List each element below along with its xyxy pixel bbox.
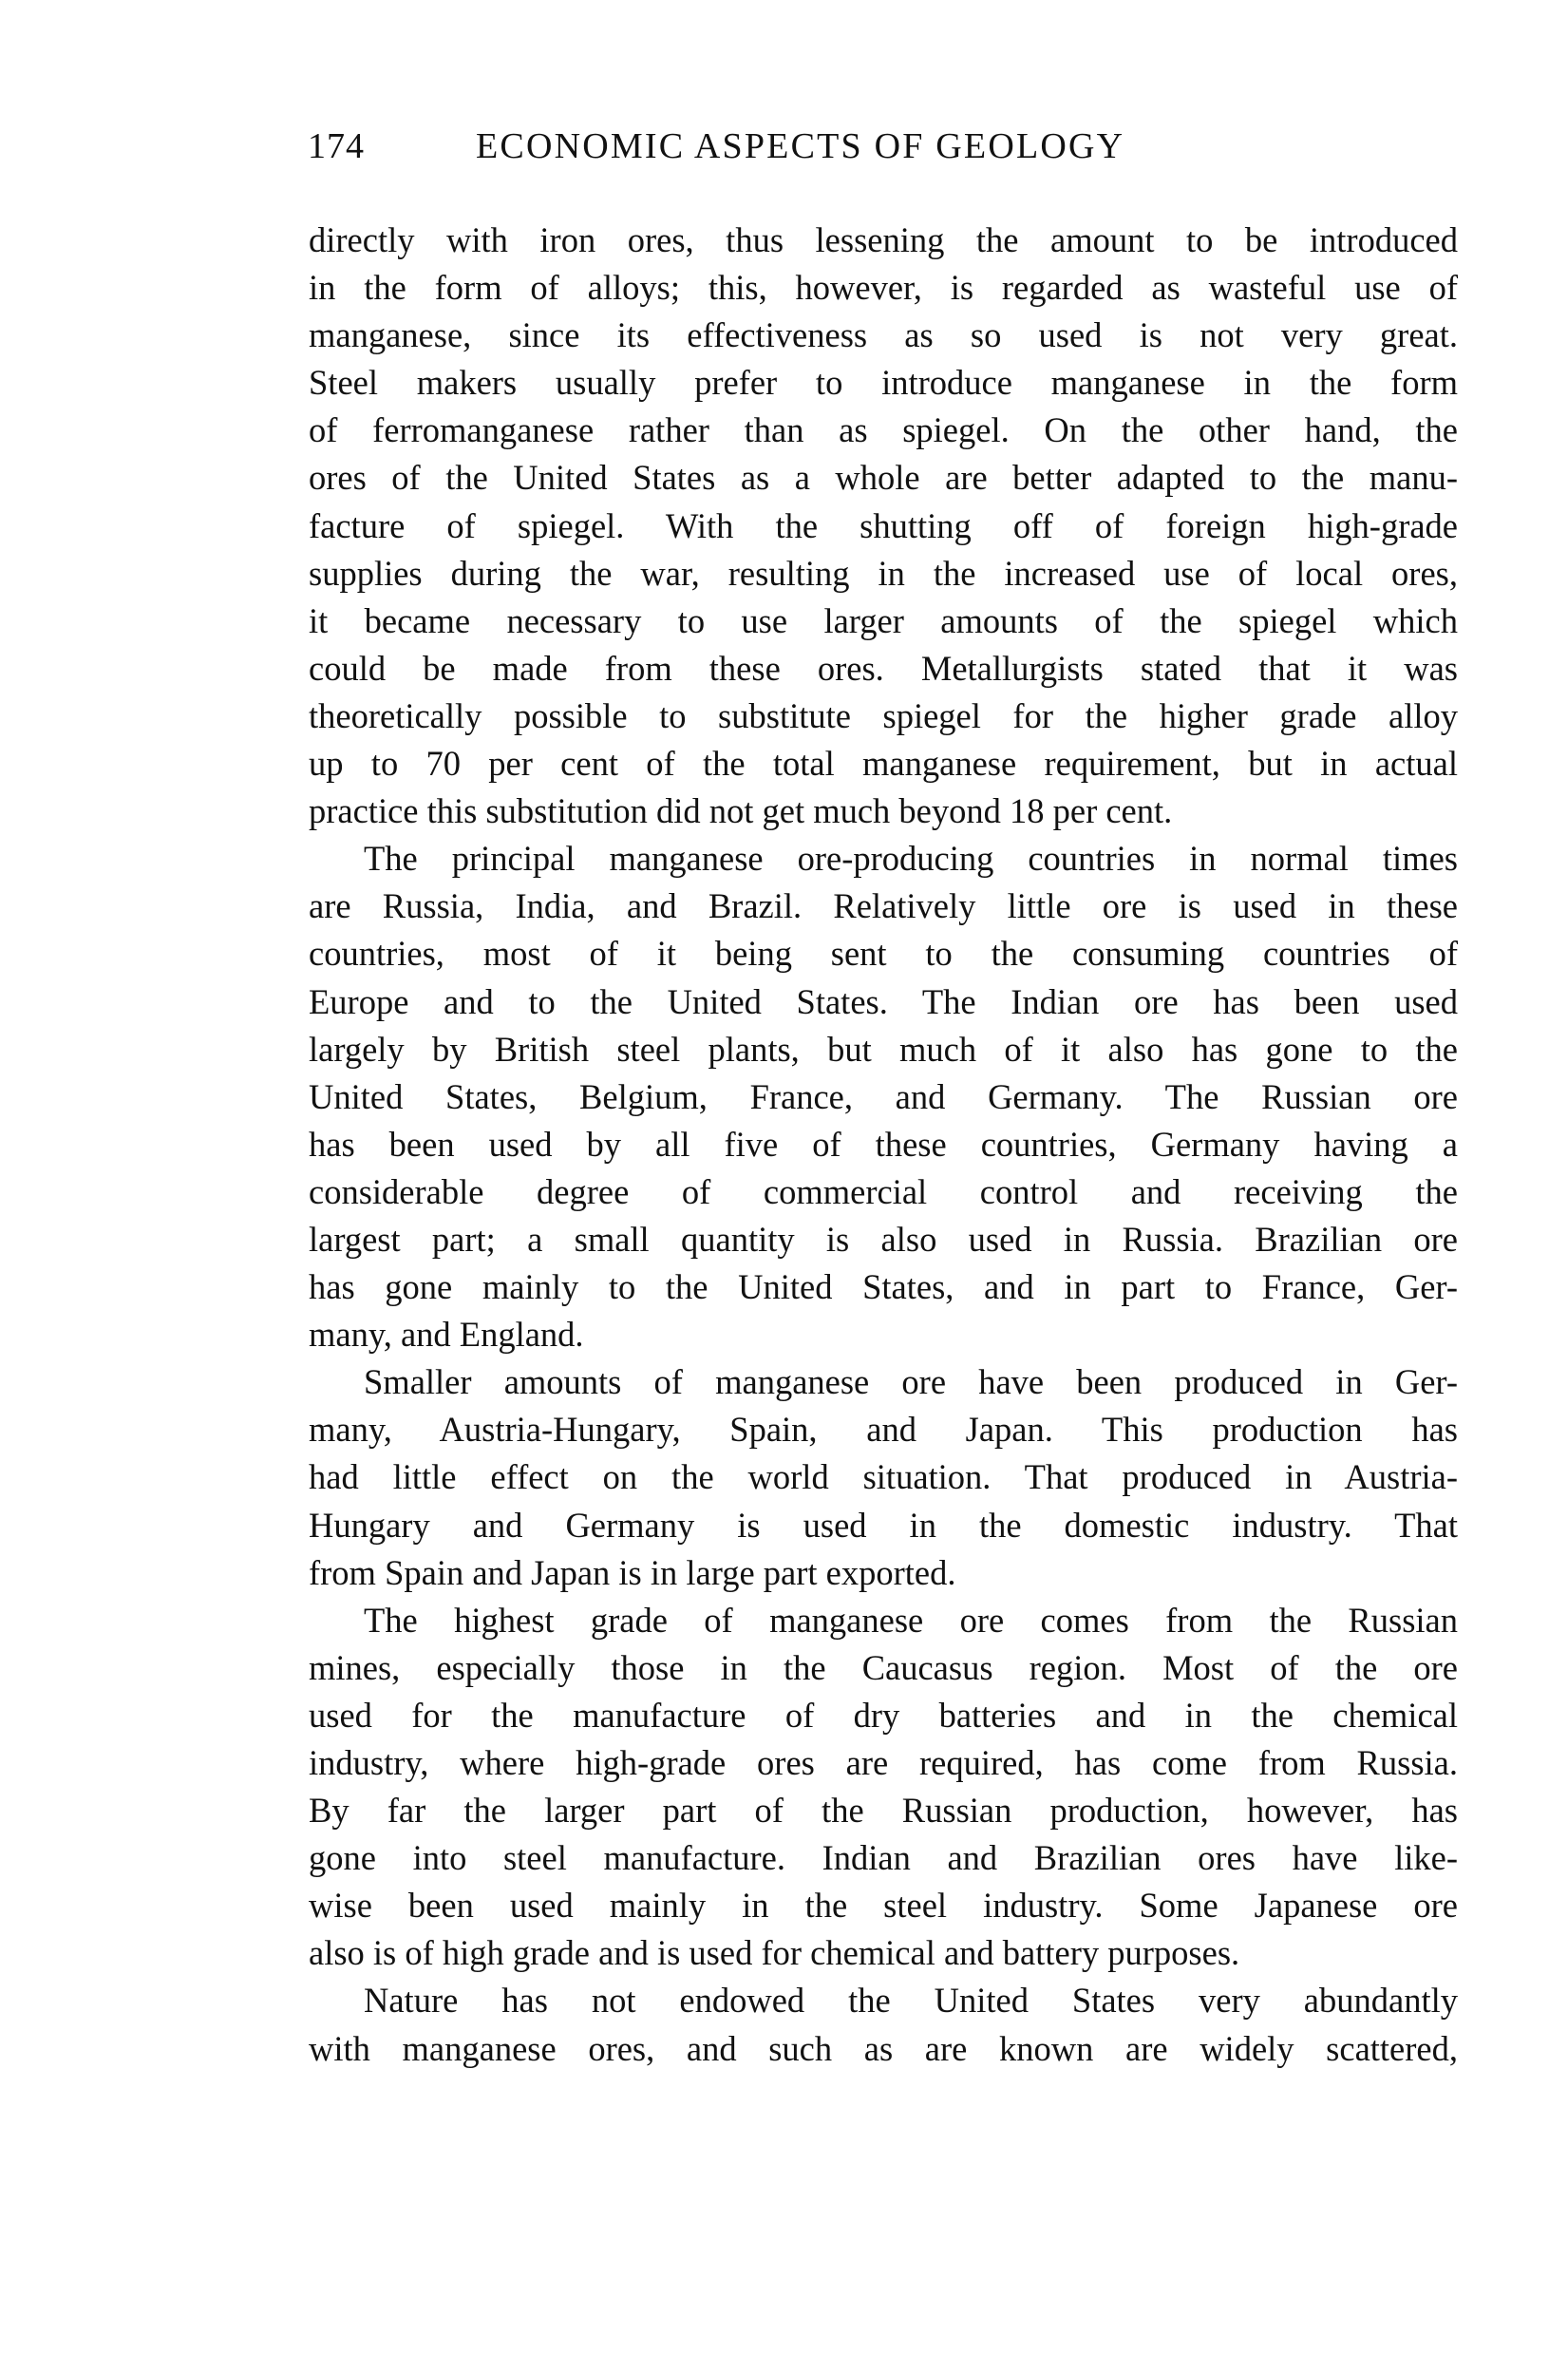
text-line: considerable degree of commercial control and receiving the [309,1171,1458,1211]
text-line: Hungary and Germany is used in the domestic industry. That [309,1505,1458,1545]
paragraph [309,1358,1458,1596]
paragraph [309,1597,1458,1978]
running-title: ECONOMIC ASPECTS OF GEOLOGY [476,126,1125,166]
text-line: theoretically possible to substitute spiegel for the higher grade alloy [309,695,1458,735]
paragraph [309,1977,1458,2072]
text-line: countries, most of it being sent to the consuming countries of [309,934,1458,974]
text-line: also is of high grade and is used for chemical and battery purposes. [309,1933,1240,1973]
text-line: industry, where high-grade ores are required, has come from Russia. [309,1743,1458,1782]
text-line: has gone mainly to the United States, and in part to France, Ger- [309,1267,1458,1307]
body-text [309,217,1458,2073]
text-line: supplies during the war, resulting in the increased use of local ores, [309,553,1458,593]
text-line: had little effect on the world situation. That produced in Austria- [309,1457,1458,1497]
text-line: gone into steel manufacture. Indian and Brazilian ores have like- [309,1838,1458,1878]
text-line: from Spain and Japan is in large part exported. [309,1552,956,1592]
text-line: United States, Belgium, France, and Germany. The Russian ore [309,1076,1458,1116]
text-line: wise been used mainly in the steel industry. Some Japanese ore [309,1886,1458,1926]
paragraph [309,835,1458,1358]
text-line: facture of spiegel. With the shutting off of foreign high-grade [309,505,1458,545]
text-line: Steel makers usually prefer to introduce manganese in the form [309,363,1458,403]
text-line: By far the larger part of the Russian production, however, has [309,1791,1458,1831]
text-line: Smaller amounts of manganese ore have been produced in Ger- [364,1362,1458,1402]
text-line: could be made from these ores. Metallurgists stated that it was [309,648,1458,688]
running-head [308,125,1457,179]
text-line: Europe and to the United States. The Indian ore has been used [309,981,1458,1021]
text-line: used for the manufacture of dry batteries and in the chemical [309,1695,1458,1735]
text-line: largely by British steel plants, but much of it also has gone to the [309,1029,1458,1069]
text-line: in the form of alloys; this, however, is regarded as wasteful use of [309,268,1458,308]
page-number: 174 [308,126,365,166]
text-line: The principal manganese ore-producing countries in normal times [364,839,1458,879]
text-line: many, and England. [309,1315,584,1355]
text-line: Nature has not endowed the United States very abundantly [364,1981,1458,2021]
text-line: practice this substitution did not get much beyond 18 per cent. [309,791,1173,831]
text-line: with manganese ores, and such as are known are widely scattered, [309,2028,1458,2068]
text-line: manganese, since its effectiveness as so used is not very great. [309,315,1458,355]
text-line: ores of the United States as a whole are better adapted to the manu- [309,458,1458,498]
paragraph [309,217,1458,835]
text-line: directly with iron ores, thus lessening the amount to be introduced [309,220,1458,259]
text-line: has been used by all five of these countries, Germany having a [309,1124,1458,1164]
text-line: of ferromanganese rather than as spiegel. On the other hand, the [309,410,1458,450]
text-line: are Russia, India, and Brazil. Relatively little ore is used in these [309,886,1458,926]
text-line: up to 70 per cent of the total manganese requirement, but in actual [309,744,1458,784]
text-line: it became necessary to use larger amounts of the spiegel which [309,600,1458,640]
text-line: largest part; a small quantity is also used in Russia. Brazilian ore [309,1219,1458,1259]
text-line: The highest grade of manganese ore comes from the Russian [364,1600,1458,1640]
text-line: many, Austria-Hungary, Spain, and Japan. This production has [309,1410,1458,1450]
text-line: mines, especially those in the Caucasus region. Most of the ore [309,1647,1458,1687]
